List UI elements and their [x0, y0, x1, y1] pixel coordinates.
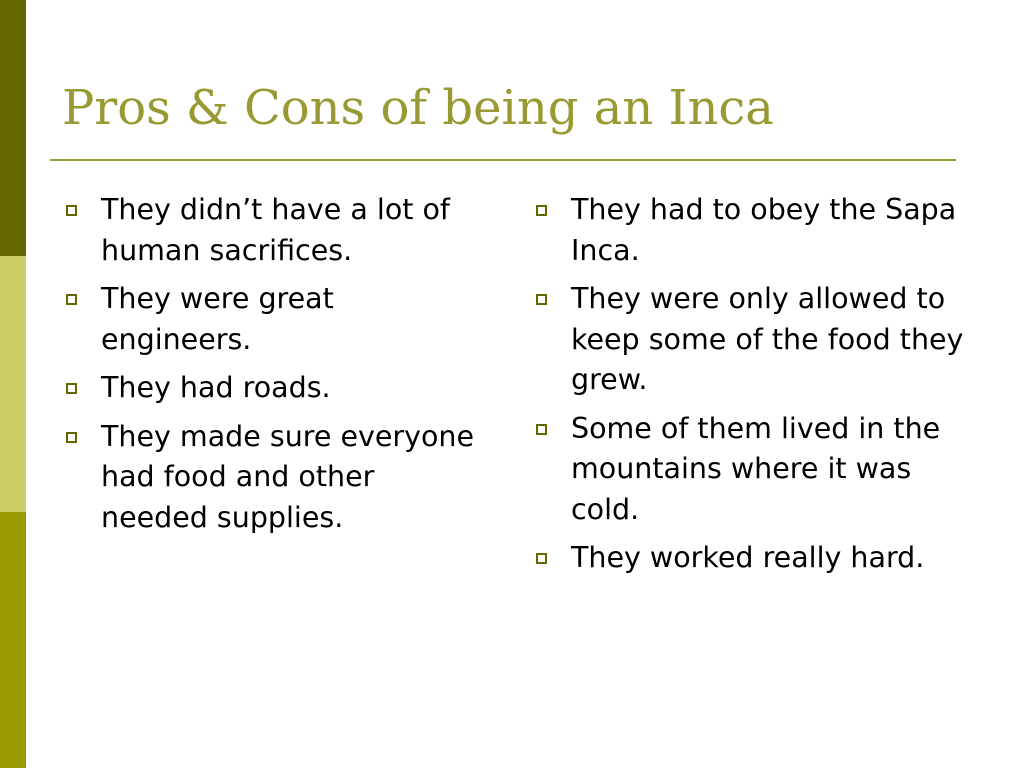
hollow-square-icon	[536, 205, 547, 216]
pros-list-item	[64, 190, 484, 271]
pros-list-item	[64, 279, 484, 360]
hollow-square-icon	[66, 432, 77, 443]
hollow-square-icon	[66, 383, 77, 394]
pros-item-text: They had roads.	[101, 371, 331, 404]
title-divider	[50, 159, 956, 161]
pros-list-item	[64, 417, 484, 539]
pros-item-text: They didn’t have a lot of human sacrifices.	[101, 193, 450, 267]
slide-title: Pros & Cons of being an Inca	[62, 80, 774, 136]
pros-item-text: They made sure everyone had food and other needed supplies.	[101, 419, 474, 534]
cons-list-item	[534, 409, 964, 531]
side-bar-middle	[0, 256, 26, 512]
hollow-square-icon	[66, 294, 77, 305]
hollow-square-icon	[66, 205, 77, 216]
cons-list-item	[534, 279, 964, 401]
hollow-square-icon	[536, 294, 547, 305]
pros-list-item	[64, 368, 484, 409]
side-bar-top	[0, 0, 26, 256]
cons-list	[534, 190, 964, 587]
side-bar-bottom	[0, 512, 26, 768]
cons-item-text: Some of them lived in the mountains where it was cold.	[571, 411, 941, 526]
pros-list	[64, 190, 484, 546]
cons-list-item	[534, 190, 964, 271]
cons-item-text: They were only allowed to keep some of the food they grew.	[571, 282, 964, 396]
cons-list-item	[534, 538, 964, 579]
pros-item-text: They were great engineers.	[101, 282, 334, 356]
hollow-square-icon	[536, 424, 547, 435]
hollow-square-icon	[536, 553, 547, 564]
cons-item-text: They worked really hard.	[571, 541, 925, 574]
cons-item-text: They had to obey the Sapa Inca.	[571, 193, 957, 267]
